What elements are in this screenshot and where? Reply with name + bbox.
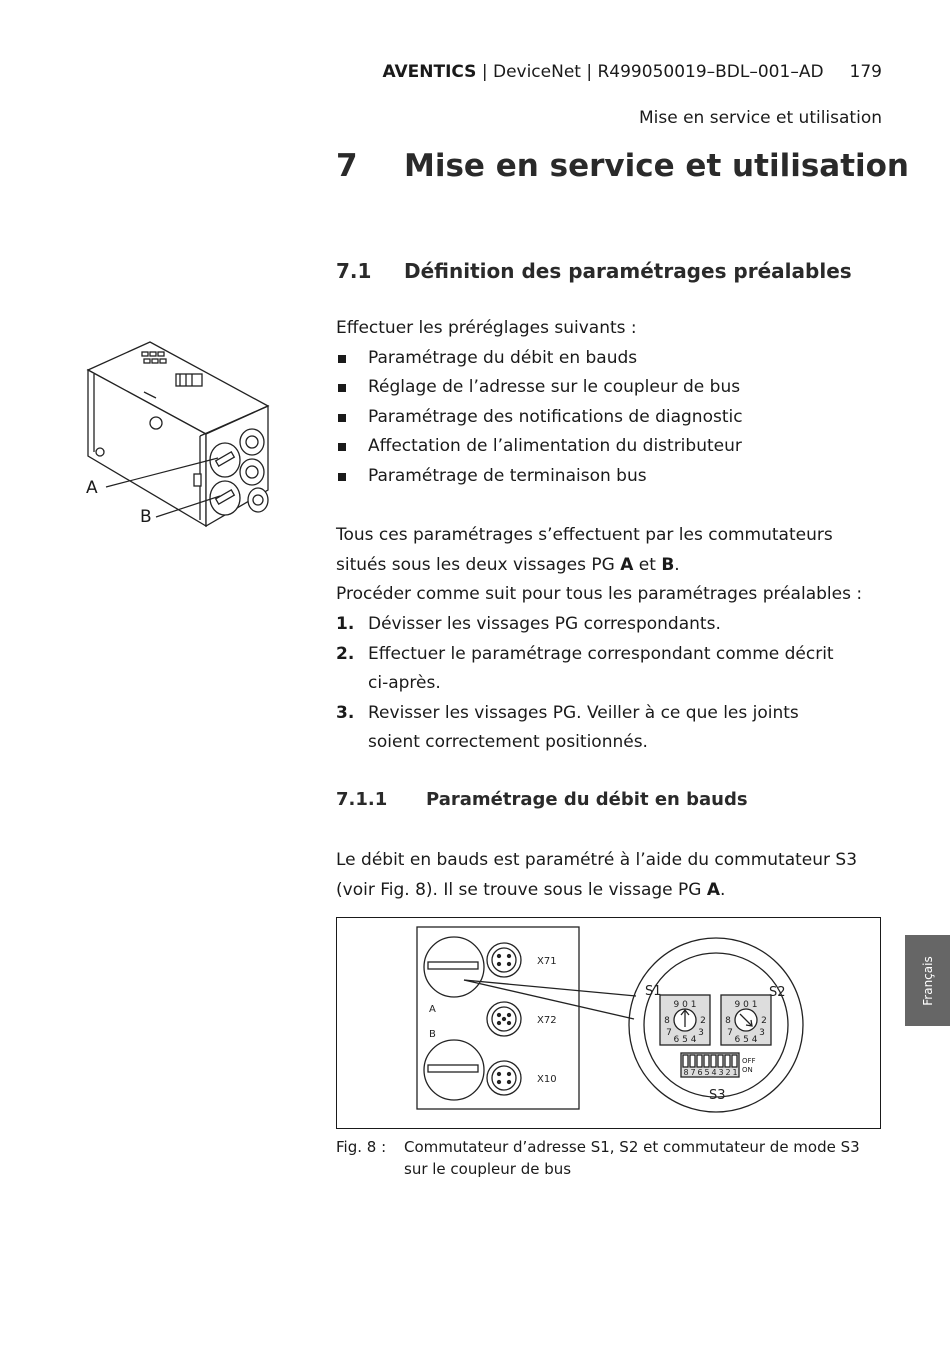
label-off: OFF [741, 1056, 756, 1065]
svg-text:7: 7 [726, 1027, 733, 1038]
chapter-heading [336, 148, 909, 184]
subsection-number: 7.1.1 [336, 789, 388, 810]
svg-text:3: 3 [697, 1027, 704, 1038]
switch-location-diagram [336, 917, 881, 1129]
paragraph-settings: Tous ces paramétrages s’effectuent par les commutateurs situés sous les deux vissages PG A et B. Procéder comme suit pour tous les paramétrages préalables : [336, 525, 863, 604]
dip-number: 2 [724, 1067, 731, 1077]
svg-text:3: 3 [758, 1027, 765, 1038]
paragraph-baudrate: Le débit en bauds est paramétré à l’aide du commutateur S3 (voir Fig. 8). Il se trouve sous le vissage PG A. [336, 850, 858, 900]
bus-coupler-device-illustration [80, 330, 280, 540]
svg-text:2: 2 [699, 1015, 706, 1026]
svg-text:8: 8 [724, 1015, 731, 1026]
mounting-hole [150, 417, 162, 429]
page-number: 179 [849, 62, 882, 82]
subsection-heading [336, 789, 748, 810]
step-item: 3. Revisser les vissages PG. Veiller à ce que les joints soient correctement positionnés. [336, 702, 799, 752]
device-label-b: B [140, 507, 152, 527]
magnified-view-circle [629, 938, 803, 1112]
dip-number: 7 [689, 1067, 696, 1077]
label-s3: S3 [708, 1087, 726, 1103]
list-item: Affectation de l’alimentation du distributeur [336, 432, 743, 462]
document-reference: | DeviceNet | R499050019–BDL–001–AD [476, 62, 824, 82]
subsection-title: Paramétrage du débit en bauds [426, 789, 748, 810]
label-b: B [428, 1028, 436, 1040]
running-section-title: Mise en service et utilisation [638, 108, 882, 128]
list-item: Paramétrage de terminaison bus [336, 462, 743, 492]
svg-text:6 5 4: 6 5 4 [673, 1034, 696, 1045]
chapter-title: Mise en service et utilisation [404, 148, 910, 184]
step-item: 2. Effectuer le paramétrage correspondant comme décrit ci-après. [336, 643, 834, 693]
step-item: 1. Dévisser les vissages PG correspondants. [336, 614, 721, 634]
label-x72: X72 [536, 1014, 557, 1026]
figure-caption [336, 1136, 882, 1182]
dip-number: 4 [710, 1067, 717, 1077]
dip-number: 8 [682, 1067, 689, 1077]
language-tab-label: Français [920, 955, 935, 1006]
svg-text:8: 8 [663, 1015, 670, 1026]
bullet-square-icon [338, 384, 346, 392]
running-header [382, 62, 882, 82]
figure-8-frame [336, 917, 881, 1129]
bullet-square-icon [338, 414, 346, 422]
section-heading [336, 259, 852, 283]
device-label-a: A [86, 478, 98, 498]
list-item: Paramétrage du débit en bauds [336, 344, 743, 374]
connector-x72-icon [487, 1002, 521, 1036]
dip-number: 6 [696, 1067, 703, 1077]
bullet-square-icon [338, 443, 346, 451]
label-x10: X10 [536, 1073, 557, 1085]
svg-text:7: 7 [665, 1027, 672, 1038]
label-x71: X71 [536, 955, 557, 967]
label-s1: S1 [644, 983, 662, 999]
dip-number: 1 [731, 1067, 738, 1077]
dip-number: 3 [717, 1067, 724, 1077]
label-on: ON [741, 1065, 753, 1074]
chapter-number: 7 [336, 148, 358, 184]
section-number: 7.1 [336, 259, 372, 283]
list-item: Paramétrage des notifications de diagnostic [336, 403, 743, 433]
bullet-square-icon [338, 355, 346, 363]
caption-label: Fig. 8 : [336, 1138, 387, 1156]
brand-name: AVENTICS [382, 62, 477, 82]
dip-number: 5 [703, 1067, 710, 1077]
svg-text:9 0 1: 9 0 1 [673, 999, 696, 1010]
svg-text:6 5 4: 6 5 4 [734, 1034, 757, 1045]
label-s2: S2 [768, 984, 786, 1000]
section-title: Définition des paramétrages préalables [404, 259, 852, 283]
intro-text: Effectuer les préréglages suivants : [336, 318, 637, 338]
svg-text:9 0 1: 9 0 1 [734, 999, 757, 1010]
caption-text: Commutateur d’adresse S1, S2 et commutateur de mode S3 sur le coupleur de bus [404, 1138, 860, 1178]
list-item: Réglage de l’adresse sur le coupleur de bus [336, 373, 743, 403]
svg-text:2: 2 [760, 1015, 767, 1026]
label-a: A [428, 1003, 436, 1015]
presettings-list [336, 314, 743, 491]
bullet-square-icon [338, 473, 346, 481]
procedure-steps [336, 610, 882, 758]
language-tab [905, 935, 950, 1026]
